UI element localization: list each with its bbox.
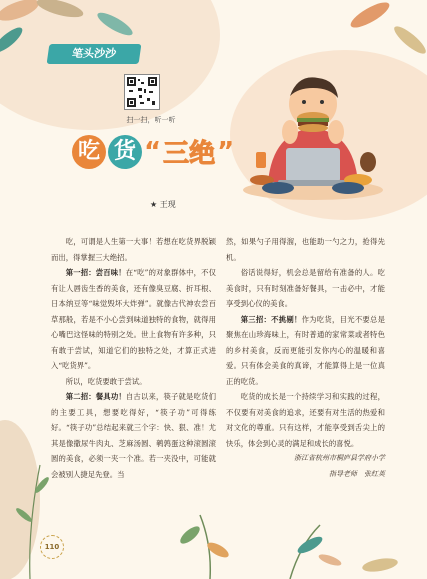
- boy-eating-illustration: [238, 62, 388, 202]
- paragraph: 第二招：餐具功！自古以来，筷子就是吃货们的主要工具，想要吃得好，“筷子功”可得练好。“筷子功”总结起来就三个字：快、狠、准！尤其是像撒尿牛肉丸、芝麻汤圆、鹌鹑蛋这种滚圆滚圆的美食，必须一夹一个准。若一夹没中，可能就会被别人捷足先登。当: [51, 392, 216, 479]
- section-heading: 第二招：餐具功！: [65, 392, 126, 401]
- section-heading: 第三招：不挑剔！: [240, 314, 302, 324]
- article-column-left: [51, 234, 216, 482]
- qr-code-pattern: [127, 77, 157, 107]
- paragraph: 吃货的成长是一个持续学习和实践的过程，不仅要有对美食的追求，还要有对生活的热爱和对文化的尊重。只有这样，才能享受到舌尖上的快乐，体会到心灵的满足和成长的喜悦。: [226, 392, 385, 448]
- title-word: 三绝: [163, 139, 216, 169]
- section-heading: 第一招：尝百味！: [65, 268, 126, 277]
- decorative-plant-bottom: [150, 505, 427, 579]
- page-number: 110: [40, 535, 64, 559]
- article-column-right: [226, 234, 385, 482]
- paragraph: 吃，可谓是人生第一大事！若想在吃货界脱颖而出，得掌握三大绝招。: [51, 237, 216, 262]
- decorative-leaves-top-right: [340, 0, 427, 70]
- paragraph: 所以，吃货要敢于尝试。: [65, 376, 147, 386]
- paragraph: 俗话说得好，机会总是留给有准备的人。吃美食时，只有时刻准备好餐具，一击必中，才能享受到心仪的美食。: [226, 268, 385, 308]
- title-open-quote: “: [144, 136, 162, 167]
- qr-code[interactable]: [124, 74, 160, 110]
- title-char-2: 货: [108, 135, 142, 169]
- paragraph: 然，如果勺子用得溜，也能助一勺之力，抢得先机。: [226, 237, 385, 262]
- title-close-quote: ”: [217, 136, 235, 167]
- school-name: 浙江省杭州市桐庐县学府小学: [294, 454, 385, 462]
- author: ★ 王现: [150, 200, 176, 209]
- column-tag: 笔头沙沙: [47, 44, 142, 64]
- teacher-name: 指导老师 张红英: [329, 469, 385, 478]
- article-title: [72, 133, 234, 170]
- paragraph: 第三招：不挑剔！作为吃货，目光不要总是聚焦在山珍海味上，有时普通的家常菜或者特色的乡村美食，反而更能引发你内心的温暖和喜爱。只有体会美食的真谛，才能算得上是一位真正的吃货。: [226, 314, 385, 386]
- paragraph: 第一招：尝百味！在“吃”的对象群体中，不仅有让人唇齿生香的美食，还有像臭豆腐、折耳根、日本纳豆等“味觉毁坏大炸弹”。就像古代神农尝百草那般，若是不小心尝到味道独特的食物，就得用心嘴巴这怪味的特别之处。世上食物有许多种，只有敢于尝试，知道它们的独特之处，才算正式进入“吃货界”。: [51, 268, 216, 370]
- title-char-1: 吃: [72, 135, 106, 169]
- qr-caption: 扫一扫，听一听: [126, 116, 176, 124]
